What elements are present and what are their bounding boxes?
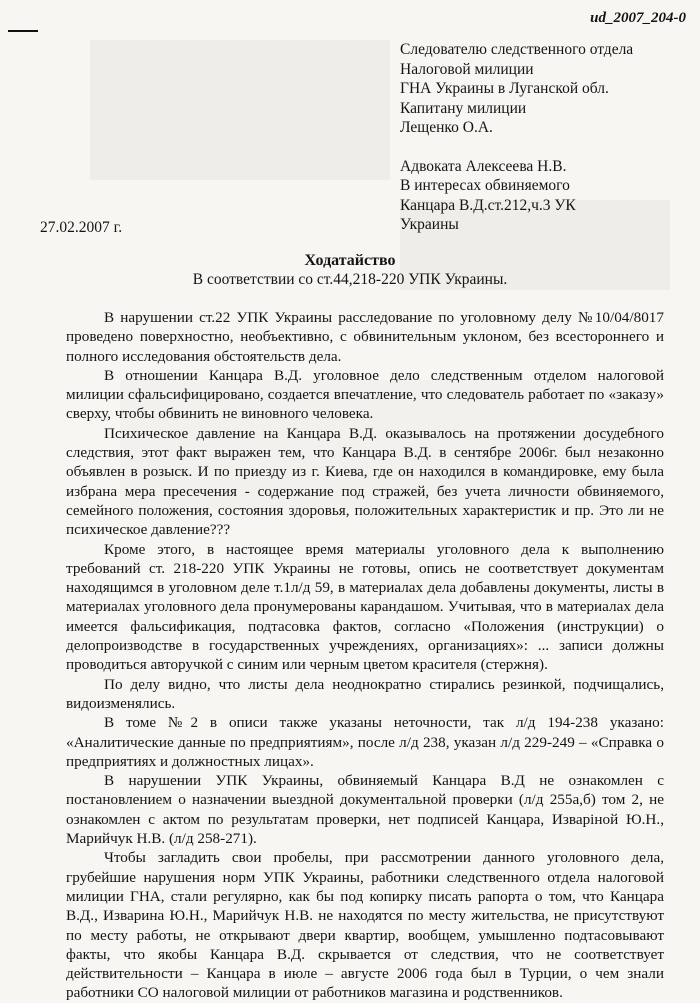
addressee-line: ГНА Украины в Луганской обл. [400, 80, 609, 97]
paragraph: По делу видно, что листы дела неоднократно стирались резинкой, подчищались, видоизменялись. [66, 675, 664, 712]
addressee-block [400, 40, 690, 235]
document-body [66, 308, 664, 1003]
document-date: 27.02.2007 г. [40, 219, 123, 236]
paragraph: Кроме этого, в настоящее время материалы уголовного дела к выполнению требований ст. 218-220 УПК Украины не готовы, опись не соответствует документам находящимся в уголовном деле т.1л/д 59, в материалах дела добавлены документы, листы в материалах уголовного дела пронумерованы карандашом. Учитывая, что в материалах дела имеется фальсификация, подтасовка фактов, согласно «Положения (инструкции) о делопроизводстве в государственных учреждениях, организациях»: ... записи должны проводиться авторучкой с синим или черным цветом красителя (стержня). [66, 540, 664, 674]
paragraph: В нарушении УПК Украины, обвиняемый Канцара В.Д не ознакомлен с постановлением о назначении выездной документальной проверки (л/д 255а,б) том 2, не ознакомлен с актом по результатам проверки, нет подписей Канцара, Изварiной Ю.Н., Марийчук Н.В. (л/д 258-271). [66, 772, 664, 848]
addressee-line: Капитану милиции [400, 99, 527, 117]
document-id: ud_2007_204-0 [590, 10, 686, 26]
sender-line: Канцара В.Д.ст.212,ч.3 УК [400, 196, 576, 214]
addressee-line: Следователю следственного отдела [400, 41, 634, 58]
document-subtitle: В соответствии со ст.44,218-220 УПК Украины. [192, 271, 508, 288]
bleed-through-top [90, 40, 390, 180]
sender-line: Адвоката Алексеева Н.В. [400, 157, 567, 175]
sender-line: Украины [400, 216, 459, 233]
addressee-line: Налоговой милиции [400, 60, 534, 78]
paragraph: В нарушении ст.22 УПК Украины расследование по уголовному делу №10/04/8017 проведено поверхностно, необъективно, с обвинительным уклоном, без всестороннего и полного исследования обстоятельств дела. [66, 309, 664, 365]
paragraph: В отношении Канцара В.Д. уголовное дело следственным отделом налоговой милиции сфальсифицировано, создается впечатление, что следователь работает по «заказу» сверху, чтобы обвинить не виновного человека. [66, 366, 664, 423]
addressee-line: Лещенко О.А. [400, 119, 493, 136]
paragraph: Психическое давление на Канцара В.Д. оказывалось на протяжении досудебного следствия, этот факт выражен тем, что Канцара В.Д. в сентябре 2006г. был незаконно объявлен в розыск. И по приезду из г. Киева, где он находился в командировке, ему была избрана мера пресечения - содержание под стражей, без учета личности обвиняемого, семейного положения, состояния здоровья, положительных характеристик и пр. Это ли не психическое давление??? [66, 424, 664, 539]
paragraph: Чтобы загладить свои пробелы, при рассмотрении данного уголовного дела, грубейшие нарушения норм УПК Украины, работники следственного отдела налоговой милиции ГНА, стали регулярно, как бы под копирку писать рапорта о том, что Канцара В.Д., Изварина Ю.Н., Марийчук Н.В. не находятся по месту жительства, не присутствуют по месту работы, не открывают двери квартир, вообщем, умышленно подтасовывают факты, что якобы Канцара В.Д. скрывается от следствия, что не соответствует действительности – Канцара в июле – августе 2006 года был в Турции, о чем знали работники СО налоговой милиции от работников магазина и родственников. [66, 849, 664, 1002]
paragraph: В томе №2 в описи также указаны неточности, так л/д 194-238 указано: «Аналитические данные по предприятиям», после л/д 238, указан л/д 229-249 – «Справка о предприятиях и должностных лицах». [66, 714, 664, 770]
document-title: Ходатайство [304, 252, 396, 269]
corner-mark [8, 30, 38, 32]
sender-line: В интересах обвиняемого [400, 177, 570, 194]
